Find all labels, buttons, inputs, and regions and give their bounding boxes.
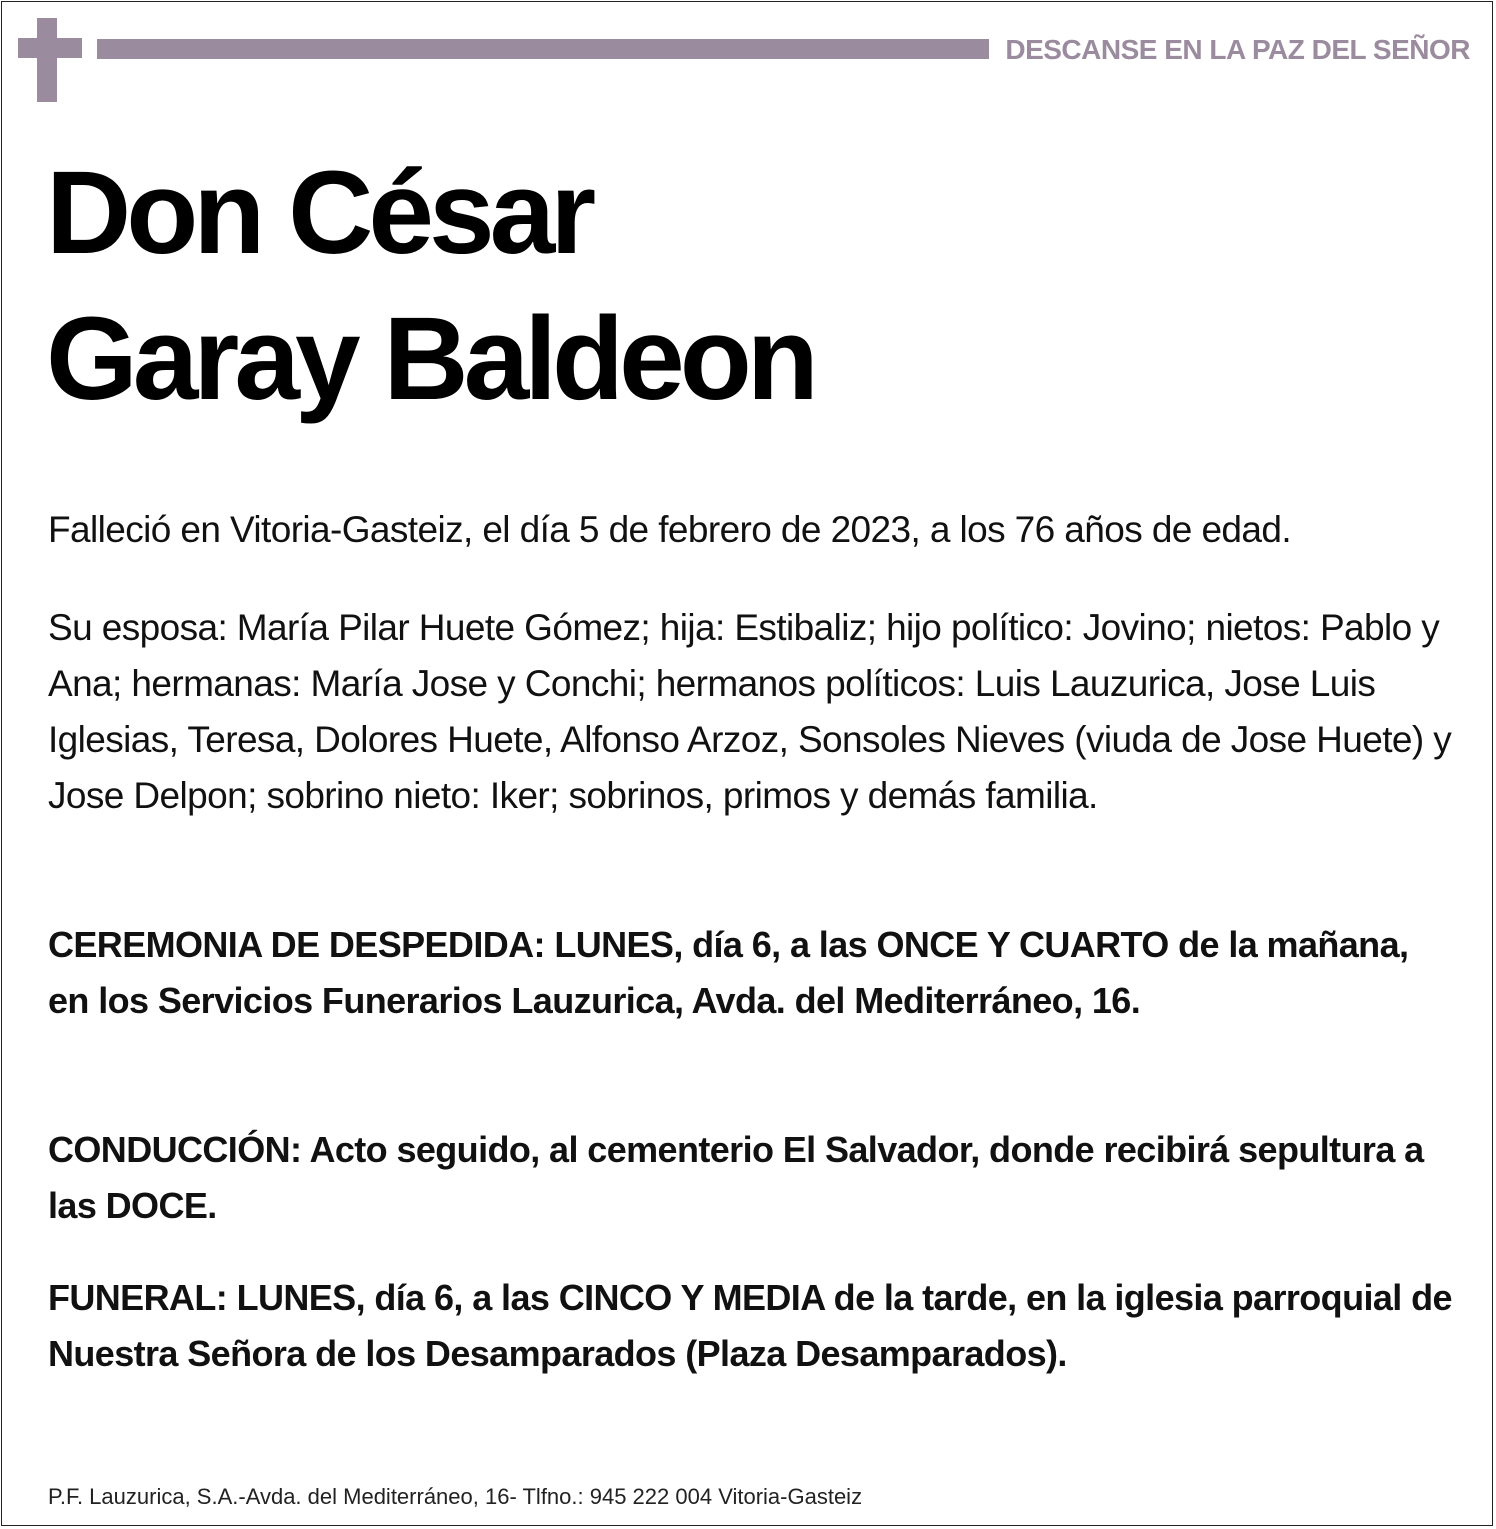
cross-vertical-bar xyxy=(37,18,57,102)
cross-icon xyxy=(18,18,82,102)
deceased-name xyxy=(46,140,814,432)
funeral-home-footer: P.F. Lauzurica, S.A.-Avda. del Mediterráneo, 16- Tlfno.: 945 222 004 Vitoria-Gasteiz xyxy=(48,1484,863,1509)
funeral-info: FUNERAL: LUNES, día 6, a las CINCO Y MEDIA de la tarde, en la iglesia parroquial de Nuestra Señora de los Desamparados (Plaza Desamparados). xyxy=(48,1277,1452,1374)
cross-horizontal-bar xyxy=(18,38,82,58)
epitaph-heading: DESCANSE EN LA PAZ DEL SEÑOR xyxy=(1005,34,1470,65)
header-divider-bar xyxy=(97,39,989,59)
death-notice: Falleció en Vitoria-Gasteiz, el día 5 de febrero de 2023, a los 76 años de edad. xyxy=(48,509,1292,550)
conduction-info: CONDUCCIÓN: Acto seguido, al cementerio El Salvador, donde recibirá sepultura a las DOCE. xyxy=(48,1129,1424,1226)
deceased-name-line1: Don César xyxy=(46,147,592,279)
deceased-name-line2: Garay Baldeon xyxy=(46,293,814,425)
family-list: Su esposa: María Pilar Huete Gómez; hija: Estibaliz; hijo político: Jovino; nietos: Pablo y Ana; hermanas: María Jose y Conchi; hermanos políticos: Luis Lauzurica, Jose Luis Iglesias, Teresa, Dolores Huete, Alfonso Arzoz, Sonsoles Nieves (viuda de Jose Huete) y Jose Delpon; sobrino nieto: Iker; sobrinos, primos y demás familia. xyxy=(48,607,1452,816)
ceremony-info: CEREMONIA DE DESPEDIDA: LUNES, día 6, a las ONCE Y CUARTO de la mañana, en los Servicios Funerarios Lauzurica, Avda. del Mediterráneo, 16. xyxy=(48,924,1409,1021)
